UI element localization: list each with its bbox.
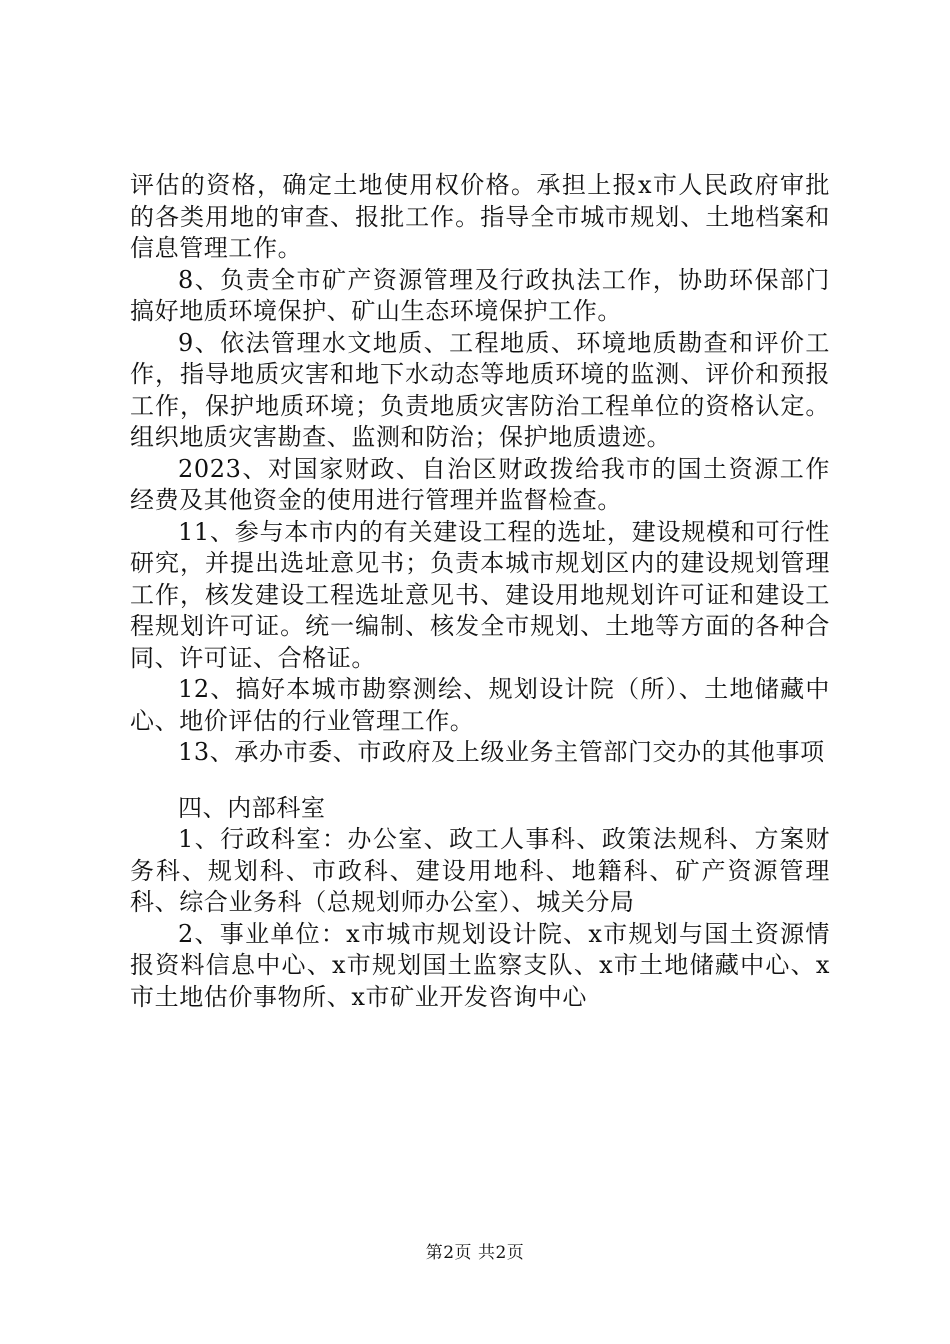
document-body (130, 170, 830, 1013)
paragraph-public-institutions: 2、事业单位：x市城市规划设计院、x市规划与国土资源情报资料信息中心、x市规划国土监察支队、x市土地储藏中心、x市土地估价事物所、x市矿业开发咨询中心 (130, 919, 830, 1011)
paragraph-item-8: 8、负责全市矿产资源管理及行政执法工作，协助环保部门搞好地质环境保护、矿山生态环境保护工作。 (130, 265, 830, 325)
paragraph-item-9: 9、依法管理水文地质、工程地质、环境地质勘查和评价工作，指导地质灾害和地下水动态等地质环境的监测、评价和预报工作，保护地质环境；负责地质灾害防治工程单位的资格认定。组织地质灾害勘查、监测和防治；保护地质遗迹。 (130, 328, 830, 451)
paragraph-item-13: 13、承办市委、市政府及上级业务主管部门交办的其他事项 (178, 738, 825, 766)
section-heading-internal-departments: 四、内部科室 (178, 793, 326, 822)
paragraph-continuation: 评估的资格，确定土地使用权价格。承担上报x市人民政府审批的各类用地的审查、报批工作。指导全市城市规划、土地档案和信息管理工作。 (130, 171, 830, 262)
paragraph-item-11: 11、参与本市内的有关建设工程的选址，建设规模和可行性研究，并提出选址意见书；负责本城市规划区内的建设规划管理工作，核发建设工程选址意见书、建设用地规划许可证和建设工程规划许可证。统一编制、核发全市规划、土地等方面的各种合同、许可证、合格证。 (130, 517, 830, 672)
paragraph-admin-departments: 1、行政科室：办公室、政工人事科、政策法规科、方案财务科、规划科、市政科、建设用地科、地籍科、矿产资源管理科、综合业务科（总规划师办公室）、城关分局 (130, 825, 830, 916)
paragraph-item-12: 12、搞好本城市勘察测绘、规划设计院（所）、土地储藏中心、地价评估的行业管理工作。 (130, 675, 830, 735)
paragraph-item-2023: 2023、对国家财政、自治区财政拨给我市的国土资源工作经费及其他资金的使用进行管理并监督检查。 (130, 454, 830, 514)
page-number-label: 第2页 共2页 (425, 1243, 525, 1263)
page-footer (0, 1242, 950, 1264)
